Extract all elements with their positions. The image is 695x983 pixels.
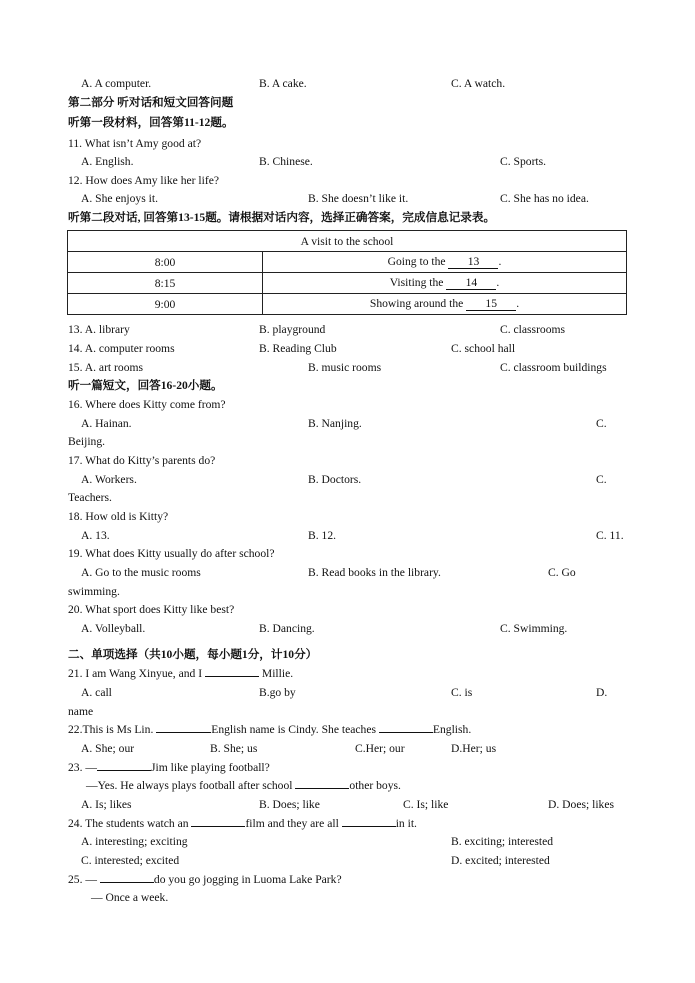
- q20-option-c: C. Swimming.: [500, 622, 568, 635]
- q10-option-c: C. A watch.: [451, 77, 506, 90]
- q24-option-b: B. exciting; interested: [451, 835, 554, 848]
- q11-stem: 11. What isn’t Amy good at?: [68, 137, 202, 150]
- q15-option-a: 15. A. art rooms: [68, 361, 144, 374]
- q22-option-d: D.Her; us: [451, 742, 497, 755]
- q17-option-c-text: Teachers.: [68, 491, 112, 504]
- q18-option-c: C. 11.: [596, 529, 624, 542]
- q19-stem: 19. What does Kitty usually do after school?: [68, 547, 275, 560]
- q10-option-a: A. A computer.: [81, 77, 152, 90]
- q12-option-a: A. She enjoys it.: [81, 192, 158, 205]
- q16-option-b: B. Nanjing.: [308, 417, 362, 430]
- q24-stem: 24. The students watch an film and they are all in it.: [68, 817, 417, 830]
- q14-option-b: B. Reading Club: [259, 342, 337, 355]
- table-time: 9:00: [68, 294, 263, 315]
- q11-option-c: C. Sports.: [500, 155, 547, 168]
- q16-option-c: C.: [596, 417, 607, 430]
- q19-option-a: A. Go to the music rooms: [81, 566, 201, 579]
- q22-option-c: C.Her; our: [355, 742, 405, 755]
- q17-stem: 17. What do Kitty’s parents do?: [68, 454, 216, 467]
- q23-option-d: D. Does; likes: [548, 798, 615, 811]
- q23-option-b: B. Does; like: [259, 798, 320, 811]
- part2-title: 第二部分 听对话和短文回答问题: [68, 96, 234, 109]
- q20-option-a: A. Volleyball.: [81, 622, 146, 635]
- q22-option-b: B. She; us: [210, 742, 258, 755]
- q23-response: —Yes. He always plays football after school other boys.: [86, 779, 401, 792]
- q22-option-a: A. She; our: [81, 742, 135, 755]
- table-row: [68, 294, 627, 315]
- answer-blank[interactable]: [97, 770, 151, 771]
- q13-option-b: B. playground: [259, 323, 326, 336]
- q15-option-b: B. music rooms: [308, 361, 382, 374]
- record-table: [67, 230, 627, 315]
- q12-stem: 12. How does Amy like her life?: [68, 174, 220, 187]
- table-row: [68, 252, 627, 273]
- q21-option-d: D.: [596, 686, 608, 699]
- q24-option-d: D. excited; interested: [451, 854, 550, 867]
- q19-option-c-text: swimming.: [68, 585, 120, 598]
- q23-stem: 23. — Jim like playing football?: [68, 761, 270, 774]
- answer-blank[interactable]: [156, 732, 211, 733]
- answer-blank[interactable]: [342, 826, 396, 827]
- q20-stem: 20. What sport does Kitty like best?: [68, 603, 235, 616]
- q12-option-b: B. She doesn’t like it.: [308, 192, 409, 205]
- q22-stem: 22.This is Ms Lin. English name is Cindy. She teaches English.: [68, 723, 472, 736]
- answer-blank[interactable]: [295, 788, 349, 789]
- table-title: A visit to the school: [68, 231, 627, 252]
- q16-option-a: A. Hainan.: [81, 417, 132, 430]
- q17-option-c: C.: [596, 473, 607, 486]
- section3-instruction: 听一篇短文，回答16-20小题。: [68, 379, 223, 392]
- q21-stem: 21. I am Wang Xinyue, and I Millie.: [68, 667, 294, 680]
- q12-option-c: C. She has no idea.: [500, 192, 589, 205]
- q13-option-c: C. classrooms: [500, 323, 566, 336]
- q18-option-b: B. 12.: [308, 529, 337, 542]
- answer-blank[interactable]: [379, 732, 433, 733]
- q21-option-c: C. is: [451, 686, 473, 699]
- table-row: [68, 273, 627, 294]
- q23-option-a: A. Is; likes: [81, 798, 132, 811]
- q24-option-a: A. interesting; exciting: [81, 835, 188, 848]
- table-time: 8:15: [68, 273, 263, 294]
- q24-option-c: C. interested; excited: [81, 854, 180, 867]
- table-activity: Showing around the 15 .: [263, 294, 627, 315]
- q21-option-b: B.go by: [259, 686, 296, 699]
- q20-option-b: B. Dancing.: [259, 622, 315, 635]
- answer-blank[interactable]: [205, 676, 259, 677]
- section1-instruction: 听第一段材料，回答第11-12题。: [68, 116, 234, 129]
- q13-option-a: 13. A. library: [68, 323, 130, 336]
- q25-stem: 25. — do you go jogging in Luoma Lake Park?: [68, 873, 342, 886]
- table-activity: Going to the 13 .: [263, 252, 627, 273]
- table-activity: Visiting the 14 .: [263, 273, 627, 294]
- answer-blank[interactable]: [100, 882, 154, 883]
- q19-option-c: C. Go: [548, 566, 576, 579]
- q23-option-c: C. Is; like: [403, 798, 449, 811]
- q10-option-b: B. A cake.: [259, 77, 307, 90]
- q15-option-c: C. classroom buildings: [500, 361, 607, 374]
- q18-option-a: A. 13.: [81, 529, 110, 542]
- table-time: 8:00: [68, 252, 263, 273]
- answer-blank[interactable]: 15: [466, 298, 516, 311]
- q16-option-c-text: Beijing.: [68, 435, 106, 448]
- answer-blank[interactable]: [191, 826, 245, 827]
- q18-stem: 18. How old is Kitty?: [68, 510, 169, 523]
- q16-stem: 16. Where does Kitty come from?: [68, 398, 226, 411]
- q14-option-a: 14. A. computer rooms: [68, 342, 175, 355]
- section2-instruction: 听第二段对话, 回答第13-15题。请根据对话内容，选择正确答案，完成信息记录表。: [68, 211, 496, 224]
- q14-option-c: C. school hall: [451, 342, 516, 355]
- part-single-choice-title: 二、单项选择（共10小题，每小题1分，计10分）: [68, 648, 318, 661]
- q21-option-d-text: name: [68, 705, 94, 718]
- q19-option-b: B. Read books in the library.: [308, 566, 441, 579]
- q17-option-b: B. Doctors.: [308, 473, 362, 486]
- q17-option-a: A. Workers.: [81, 473, 137, 486]
- answer-blank[interactable]: 13: [448, 256, 498, 269]
- q11-option-a: A. English.: [81, 155, 134, 168]
- q21-option-a: A. call: [81, 686, 112, 699]
- answer-blank[interactable]: 14: [446, 277, 496, 290]
- q25-answer: — Once a week.: [91, 891, 169, 904]
- q11-option-b: B. Chinese.: [259, 155, 313, 168]
